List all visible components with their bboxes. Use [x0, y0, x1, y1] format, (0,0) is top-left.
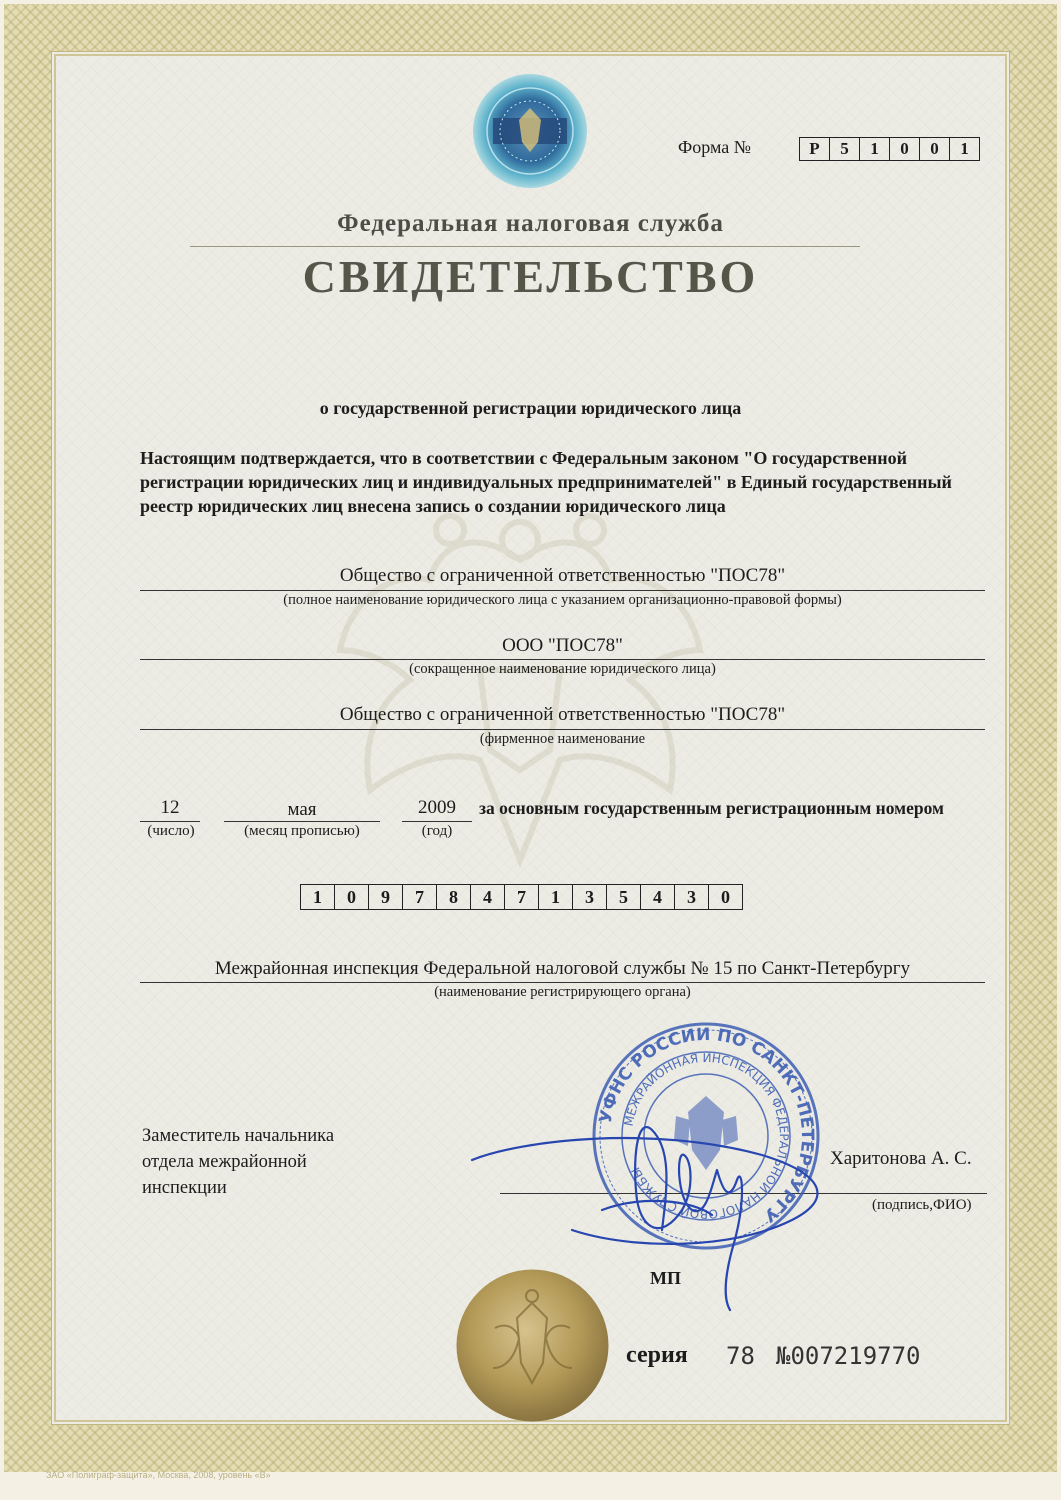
full-name-line — [140, 590, 985, 591]
forma-code-char: Р — [800, 138, 830, 160]
document-subtitle: о государственной регистрации юридического лица — [319, 398, 742, 418]
forma-code-char: 1 — [960, 139, 969, 158]
ogrn-boxes — [300, 884, 743, 910]
full-name-caption: (полное наименование юридического лица с указанием организационно-правовой формы) — [283, 592, 842, 608]
ogrn-digit: 9 — [369, 885, 403, 909]
forma-code-char: 0 — [890, 138, 920, 160]
ogrn-digit: 0 — [721, 887, 730, 907]
ogrn-digit: 4 — [471, 885, 505, 909]
firm-name-line — [140, 729, 985, 730]
ogrn-digit: 4 — [641, 885, 675, 909]
printer-imprint: ЗАО «Полиграф-защита», Москва, 2008, уровень «В» — [46, 1470, 271, 1480]
firm-name-caption: (фирменное наименование — [479, 731, 646, 747]
authority-caption: (наименование регистрирующего органа) — [434, 984, 691, 1000]
signer-position — [142, 1123, 334, 1201]
ogrn-digit: 1 — [539, 885, 573, 909]
ogrn-label: за основным государственным регистрационным номером — [479, 798, 944, 818]
date-day-line — [140, 821, 200, 822]
ogrn-digit: 1 — [301, 885, 335, 909]
document-title: СВИДЕТЕЛЬСТВО — [302, 251, 759, 302]
ogrn-digit: 0 — [335, 885, 369, 909]
forma-code-boxes — [799, 137, 980, 161]
signature-caption: (подпись,ФИО) — [872, 1197, 972, 1213]
signer-position-line: отдела межрайонной — [142, 1152, 307, 1172]
agency-name: Федеральная налоговая служба — [337, 210, 724, 237]
firm-name-value: Общество с ограниченной ответственностью "ПОС78" — [339, 704, 786, 725]
date-day-caption: (число) — [147, 823, 195, 839]
short-name-caption: (сокращенное наименование юридического лица) — [409, 661, 716, 677]
stamp-place-label: МП — [650, 1268, 681, 1288]
signer-position-line: Заместитель начальника — [142, 1126, 335, 1146]
authority-line — [140, 982, 985, 983]
agency-divider — [190, 246, 860, 247]
series-value: 78 — [726, 1342, 755, 1370]
ogrn-digit: 3 — [573, 885, 607, 909]
forma-code-char: 1 — [860, 138, 890, 160]
short-name-line — [140, 659, 985, 660]
certificate-number: №007219770 — [776, 1342, 921, 1370]
forma-code-char: 5 — [830, 138, 860, 160]
signer-name: Харитонова А. С. — [830, 1148, 972, 1169]
forma-label: Форма № — [678, 137, 751, 157]
forma-code-char: 0 — [920, 138, 950, 160]
ogrn-digit: 7 — [505, 885, 539, 909]
ogrn-digit: 5 — [607, 885, 641, 909]
date-year-caption: (год) — [421, 823, 453, 839]
series-label: серия — [626, 1342, 688, 1368]
signer-position-line: инспекции — [142, 1178, 227, 1198]
date-month-caption: (месяц прописью) — [244, 823, 360, 839]
date-month: мая — [287, 799, 317, 820]
authority-name: Межрайонная инспекция Федеральной налоговой службы № 15 по Санкт-Петербургу — [214, 958, 911, 979]
ogrn-digit: 8 — [437, 885, 471, 909]
date-year-line — [402, 821, 472, 822]
hologram-emblem-icon — [471, 72, 589, 190]
ogrn-digit: 3 — [675, 885, 709, 909]
ogrn-digit: 7 — [403, 885, 437, 909]
date-year: 2009 — [418, 797, 456, 818]
full-name-value: Общество с ограниченной ответственностью "ПОС78" — [339, 565, 786, 586]
short-name-value: ООО "ПОС78" — [502, 635, 623, 656]
stamp-outer-text: УФНС РОССИИ ПО САНКТ-ПЕТЕРБУРГУ — [595, 1024, 818, 1226]
date-month-line — [224, 821, 380, 822]
confirmation-paragraph: Настоящим подтверждается, что в соответствии с Федеральным законом "О государственной регистрации юридических лиц и индивидуальных предпринимателей" в Единый государственный реестр юридических лиц внесена запись о создании юридического лица — [140, 448, 952, 516]
gold-emblem-seal-icon — [455, 1268, 610, 1423]
date-day: 12 — [160, 797, 180, 818]
stamp-inner-text: МЕЖРАЙОННАЯ ИНСПЕКЦИЯ ФЕДЕРАЛЬНОЙ НАЛОГОВОЙ СЛУЖБЫ — [621, 1050, 792, 1222]
